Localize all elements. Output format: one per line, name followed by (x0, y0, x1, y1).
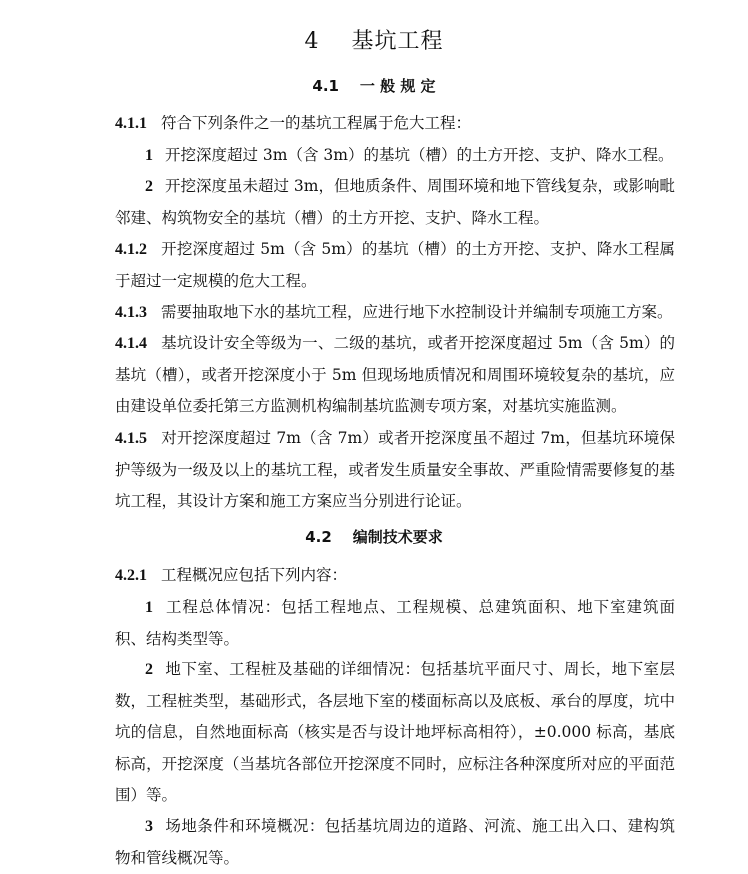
clause-text: 需要抽取地下水的基坑工程，应进行地下水控制设计并编制专项施工方案。 (161, 303, 673, 321)
item-number: 1 (145, 599, 153, 616)
item-text: 开挖深度虽未超过 3m，但地质条件、周围环境和地下管线复杂，或影响毗邻建、构筑物安全的基坑（槽）的土方开挖、支护、降水工程。 (115, 177, 675, 227)
clause-number: 4.1.5 (115, 430, 147, 447)
clause-text: 工程概况应包括下列内容： (161, 566, 348, 584)
section-number: 4.1 (312, 77, 339, 95)
clause-number: 4.2.1 (115, 567, 147, 584)
clause-4-1-5 (115, 423, 675, 518)
section-heading-4-2 (0, 526, 748, 547)
clause-text: 开挖深度超过 5m（含 5m）的基坑（槽）的土方开挖、支护、降水工程属于超过一定规模的危大工程。 (115, 240, 675, 290)
section-title: 编制技术要求 (352, 528, 443, 546)
clause-4-2-1 (115, 560, 675, 592)
chapter-heading (0, 24, 748, 55)
clause-4-2-1-item-1 (115, 592, 675, 655)
clause-4-2-1-item-2 (115, 654, 675, 812)
item-text: 工程总体情况：包括工程地点、工程规模、总建筑面积、地下室建筑面积、结构类型等。 (115, 598, 675, 648)
clause-number: 4.1.4 (115, 335, 147, 352)
item-number: 3 (145, 818, 153, 835)
clause-4-1-4 (115, 328, 675, 423)
clause-4-1-1-item-1 (115, 140, 675, 172)
clause-4-1-2 (115, 234, 675, 297)
clause-number: 4.1.1 (115, 115, 147, 132)
clause-text: 符合下列条件之一的基坑工程属于危大工程： (161, 114, 472, 132)
clause-text: 基坑设计安全等级为一、二级的基坑，或者开挖深度超过 5m（含 5m）的基坑（槽），或者开挖深度小于 5m 但现场地质情况和周围环境较复杂的基坑，应由建设单位委托第三方监测机构编制基坑监测专项方案，对基坑实施监测。 (115, 334, 675, 415)
chapter-number: 4 (304, 29, 320, 54)
clause-number: 4.1.2 (115, 241, 147, 258)
clause-4-1-1-item-2 (115, 171, 675, 234)
chapter-title: 基坑工程 (351, 29, 444, 54)
item-number: 1 (145, 147, 153, 164)
section-heading-4-1 (0, 75, 748, 96)
item-number: 2 (145, 661, 153, 678)
clause-number: 4.1.3 (115, 304, 147, 321)
section-number: 4.2 (305, 528, 332, 546)
clause-4-2-1-item-3 (115, 811, 675, 874)
clause-4-1-1 (115, 108, 675, 140)
item-text: 地下室、工程桩及基础的详细情况：包括基坑平面尺寸、周长，地下室层数，工程桩类型，基础形式，各层地下室的楼面标高以及底板、承台的厚度，坑中坑的信息，自然地面标高（核实是否与设计地坪标高相符），±0.000 标高，基底标高，开挖深度（当基坑各部位开挖深度不同时，应标注各种深度所对应的平面范围）等。 (115, 660, 675, 804)
clause-text: 对开挖深度超过 7m（含 7m）或者开挖深度虽不超过 7m，但基坑环境保护等级为一级及以上的基坑工程，或者发生质量安全事故、严重险情需要修复的基坑工程，其设计方案和施工方案应当分别进行论证。 (115, 429, 675, 510)
section-title: 一 般 规 定 (359, 77, 436, 95)
item-text: 开挖深度超过 3m（含 3m）的基坑（槽）的土方开挖、支护、降水工程。 (165, 146, 674, 164)
clause-4-1-3 (115, 297, 675, 329)
item-number: 2 (145, 178, 153, 195)
item-text: 场地条件和环境概况：包括基坑周边的道路、河流、施工出入口、建构筑物和管线概况等。 (115, 817, 675, 867)
